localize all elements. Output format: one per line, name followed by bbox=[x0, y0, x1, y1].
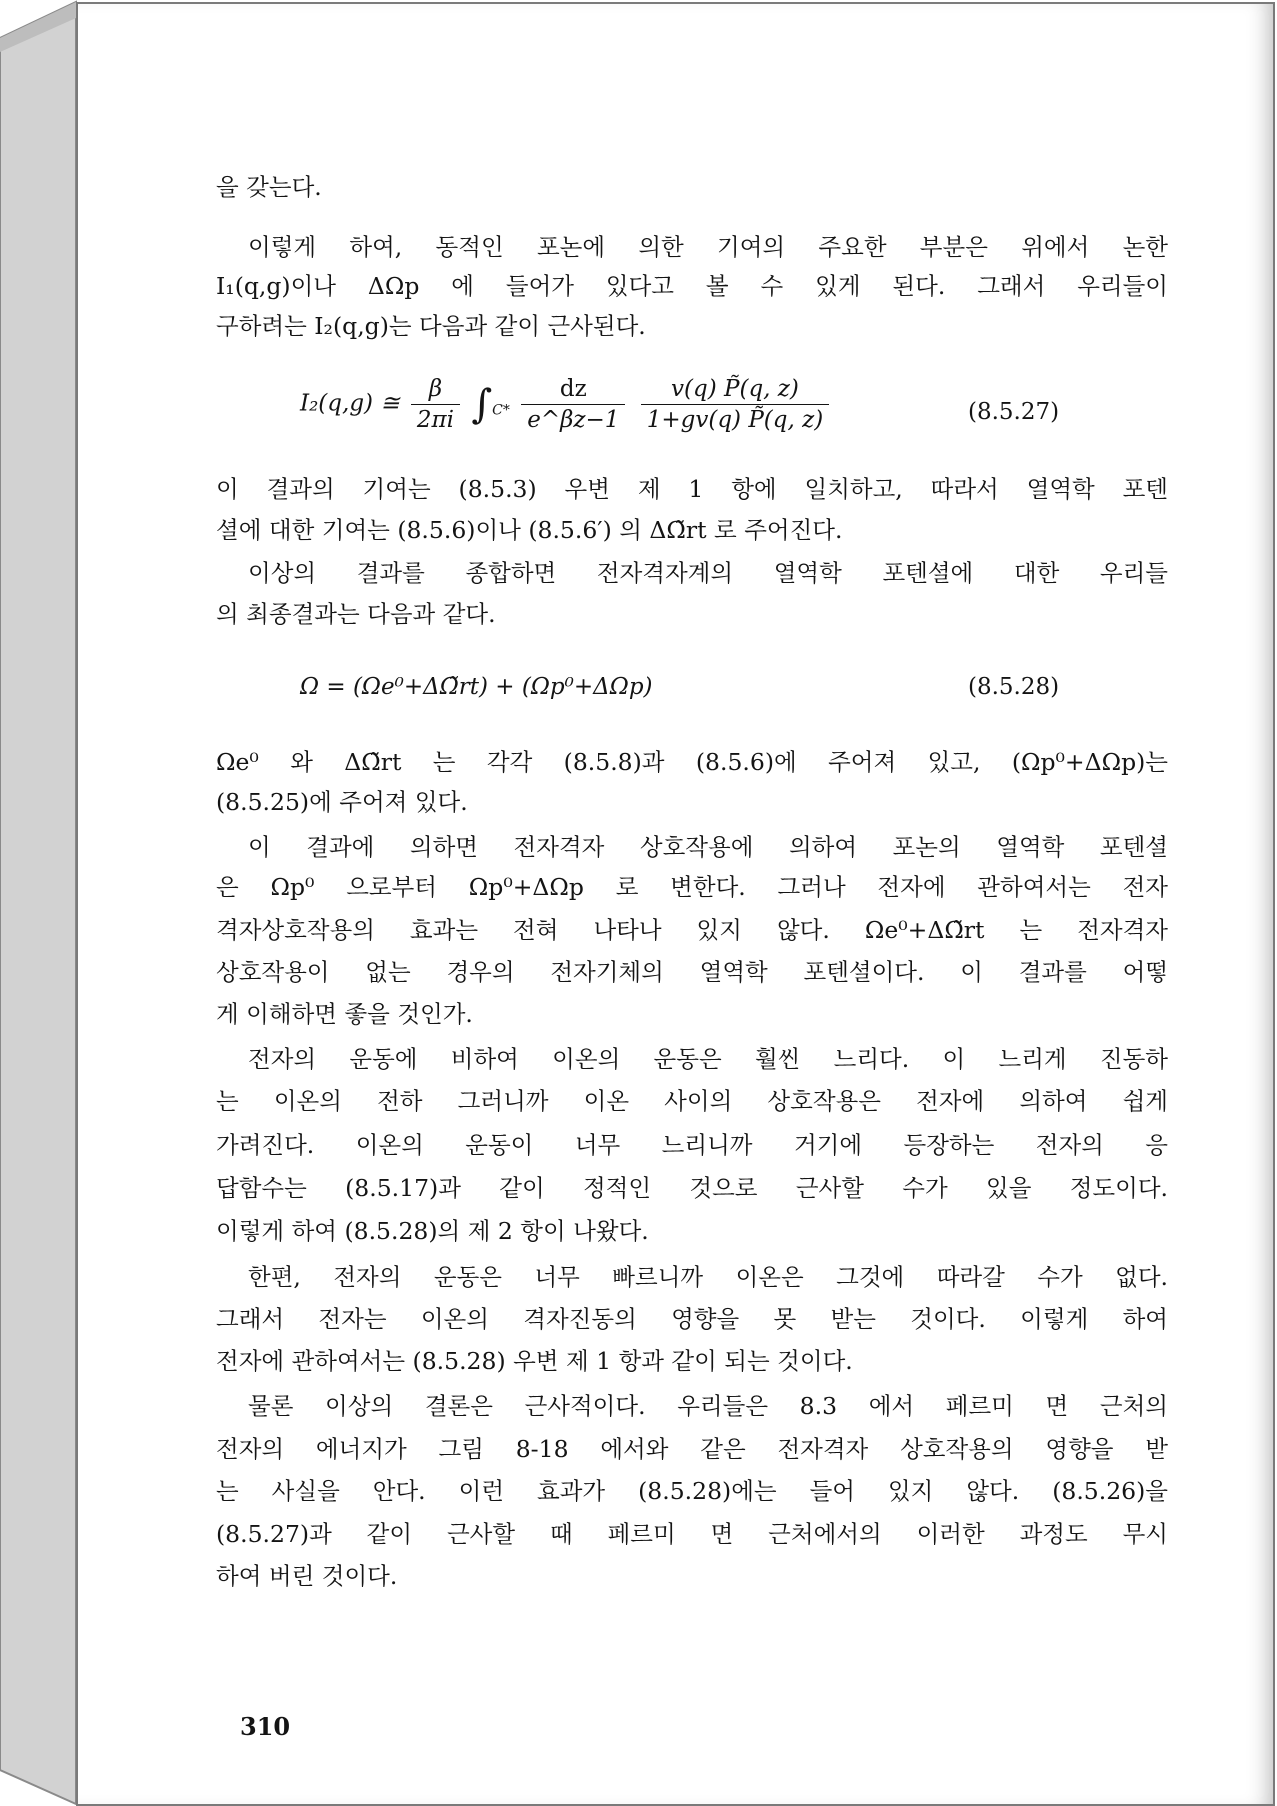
text-line: 그래서 전자는 이온의 격자진동의 영향을 못 받는 것이다. 이렇게 하여 bbox=[216, 1305, 1168, 1333]
fraction-denominator: 2πi bbox=[416, 407, 455, 433]
text-line: 이렇게 하여 (8.5.28)의 제 2 항이 나왔다. bbox=[216, 1217, 649, 1245]
fraction-numerator: β bbox=[411, 376, 460, 405]
book-spine bbox=[0, 0, 78, 1806]
book-page bbox=[76, 2, 1275, 1806]
text-line: 답함수는 (8.5.17)과 같이 정적인 것으로 근사할 수가 있을 정도이다. bbox=[216, 1174, 1168, 1202]
text-line: 구하려는 I₂(q,g)는 다음과 같이 근사된다. bbox=[216, 312, 646, 340]
equation-8-5-27 bbox=[300, 376, 833, 433]
text-line: 한편, 전자의 운동은 너무 빠르니까 이온은 그것에 따라갈 수가 없다. bbox=[248, 1263, 1168, 1291]
integral-contour: C* bbox=[492, 402, 510, 419]
text-line: (8.5.25)에 주어져 있다. bbox=[216, 788, 468, 816]
text-line: 이 결과에 의하면 전자격자 상호작용에 의하여 포논의 열역학 포텐셜 bbox=[248, 833, 1168, 861]
text-line: 은 Ωp⁰ 으로부터 Ωp⁰+ΔΩp 로 변한다. 그러나 전자에 관하여서는 전자 bbox=[216, 873, 1168, 901]
text-line: 을 갖는다. bbox=[216, 173, 322, 201]
page-number: 310 bbox=[240, 1712, 291, 1741]
fraction-denominator: e^βz−1 bbox=[527, 407, 620, 433]
text-line: (8.5.27)과 같이 근사할 때 페르미 면 근처에서의 이러한 과정도 무시 bbox=[216, 1520, 1168, 1548]
fraction-numerator: dz bbox=[521, 376, 625, 405]
text-line: 전자에 관하여서는 (8.5.28) 우변 제 1 항과 같이 되는 것이다. bbox=[216, 1347, 853, 1375]
fraction-dz bbox=[521, 376, 625, 433]
equation-number: (8.5.27) bbox=[968, 399, 1060, 425]
text-line: I₁(q,g)이나 ΔΩp 에 들어가 있다고 볼 수 있게 된다. 그래서 우리들이 bbox=[216, 272, 1168, 300]
equation-lhs: I₂(q,g) ≅ bbox=[300, 390, 400, 417]
text-line: 물론 이상의 결론은 근사적이다. 우리들은 8.3 에서 페르미 면 근처의 bbox=[248, 1392, 1168, 1420]
equation-number: (8.5.28) bbox=[968, 674, 1060, 700]
text-line: 게 이해하면 좋을 것인가. bbox=[216, 1000, 473, 1028]
text-line: 이 결과의 기여는 (8.5.3) 우변 제 1 항에 일치하고, 따라서 열역학 포텐 bbox=[216, 475, 1168, 503]
fraction-numerator: v(q) P̃(q, z) bbox=[641, 376, 830, 405]
text-line: 하여 버린 것이다. bbox=[216, 1562, 398, 1590]
text-line: 격자상호작용의 효과는 전혀 나타나 있지 않다. Ωe⁰+ΔΩ̃rt 는 전자격자 bbox=[216, 916, 1168, 944]
text-line: 전자의 운동에 비하여 이온의 운동은 훨씬 느리다. 이 느리게 진동하 bbox=[248, 1045, 1168, 1073]
text-line: 셜에 대한 기여는 (8.5.6)이나 (8.5.6′) 의 ΔΩ̃rt 로 주어진다. bbox=[216, 516, 843, 544]
text-line: 는 사실을 안다. 이런 효과가 (8.5.28)에는 들어 있지 않다. (8.5.26)을 bbox=[216, 1477, 1168, 1505]
fraction-denominator: 1+gv(q) P̃(q, z) bbox=[646, 407, 824, 433]
equation-8-5-28: Ω = (Ωe⁰+ΔΩ̃rt) + (Ωp⁰+ΔΩp) bbox=[300, 674, 653, 700]
integral-sign: ∫ bbox=[471, 381, 493, 428]
fraction-response bbox=[641, 376, 830, 433]
text-line: 는 이온의 전하 그러니까 이온 사이의 상호작용은 전자에 의하여 쉽게 bbox=[216, 1087, 1168, 1115]
text-line: 가려진다. 이온의 운동이 너무 느리니까 거기에 등장하는 전자의 응 bbox=[216, 1131, 1168, 1159]
text-line: 상호작용이 없는 경우의 전자기체의 열역학 포텐셜이다. 이 결과를 어떻 bbox=[216, 958, 1168, 986]
text-line: 이상의 결과를 종합하면 전자격자계의 열역학 포텐셜에 대한 우리들 bbox=[248, 559, 1168, 587]
text-line: 전자의 에너지가 그림 8-18 에서와 같은 전자격자 상호작용의 영향을 받 bbox=[216, 1435, 1168, 1463]
text-line: Ωe⁰ 와 ΔΩ̃rt 는 각각 (8.5.8)과 (8.5.6)에 주어져 있고, (Ωp⁰+ΔΩp)는 bbox=[216, 748, 1168, 776]
fraction-beta bbox=[411, 376, 460, 433]
text-line: 의 최종결과는 다음과 같다. bbox=[216, 600, 496, 628]
text-line: 이렇게 하여, 동적인 포논에 의한 기여의 주요한 부분은 위에서 논한 bbox=[248, 233, 1168, 261]
